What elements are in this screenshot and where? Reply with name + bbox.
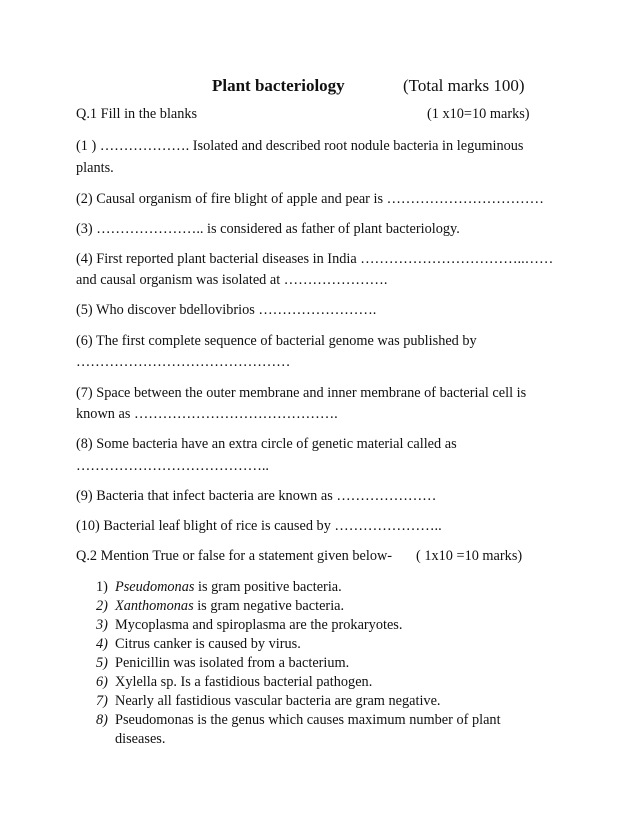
tf-item-italic: Pseudomonas [115, 579, 195, 595]
q1-item-7-line2: known as ……………………………………. [76, 406, 338, 422]
tf-item-text: is gram positive bacteria. [194, 579, 342, 595]
tf-item-8-continuation: diseases. [115, 731, 166, 747]
tf-item-text: Mycoplasma and spiroplasma are the prokaryotes. [115, 617, 403, 633]
tf-item-number: 5) [96, 655, 108, 671]
q1-item-2-line1: (2) Causal organism of fire blight of apple and pear is …………………………… [76, 191, 544, 207]
q1-item-7-line1: (7) Space between the outer membrane and inner membrane of bacterial cell is [76, 385, 527, 401]
tf-item-2 [96, 597, 344, 616]
q1-marks: (1 x10=10 marks) [427, 106, 530, 122]
tf-item-number: 4) [96, 636, 108, 652]
q1-item-1-line1: (1 ) ………………. Isolated and described root nodule bacteria in leguminous [76, 138, 524, 154]
tf-item-5 [96, 654, 349, 673]
q1-item-1-line2: plants. [76, 160, 114, 176]
q1-item-8-line1: (8) Some bacteria have an extra circle of genetic material called as [76, 436, 457, 452]
tf-item-3 [96, 616, 402, 635]
tf-item-text: Pseudomonas is the genus which causes maximum number of plant [115, 712, 501, 728]
tf-item-text: is gram negative bacteria. [193, 598, 345, 614]
tf-item-1 [96, 578, 342, 597]
q1-item-5-line1: (5) Who discover bdellovibrios ……………………. [76, 302, 377, 318]
q1-item-3-line1: (3) ………………….. is considered as father of plant bacteriology. [76, 221, 460, 237]
q1-item-10-line1: (10) Bacterial leaf blight of rice is caused by ………………….. [76, 518, 442, 534]
tf-item-number: 2) [96, 598, 108, 614]
tf-item-number: 6) [96, 674, 108, 690]
q1-item-8-line2: ………………………………….. [76, 458, 270, 474]
q2-heading: Q.2 Mention True or false for a statement given below- [76, 548, 393, 564]
page-title: Plant bacteriology [212, 76, 345, 95]
tf-item-number: 1) [96, 579, 108, 595]
tf-item-number: 3) [96, 617, 108, 633]
tf-item-number: 7) [96, 693, 108, 709]
tf-item-6 [96, 673, 372, 692]
tf-item-7 [96, 692, 441, 711]
tf-item-number: 8) [96, 712, 108, 728]
q1-heading: Q.1 Fill in the blanks [76, 106, 198, 122]
q1-item-4-line2: and causal organism was isolated at …………………. [76, 272, 388, 288]
q2-marks: ( 1x10 =10 marks) [416, 548, 523, 564]
tf-item-text: Citrus canker is caused by virus. [115, 636, 301, 652]
q1-item-4-line1: (4) First reported plant bacterial diseases in India ……………………………..…… [76, 251, 554, 267]
title-row [0, 76, 638, 100]
tf-item-italic: Xanthomonas [115, 598, 194, 614]
tf-item-text: Xylella sp. Is a fastidious bacterial pathogen. [115, 674, 373, 690]
q1-item-6-line1: (6) The first complete sequence of bacterial genome was published by [76, 333, 477, 349]
q1-item-6-line2: ……………………………………… [76, 354, 291, 370]
q1-item-9-line1: (9) Bacteria that infect bacteria are known as ………………… [76, 488, 437, 504]
tf-item-4 [96, 635, 301, 654]
tf-item-8 [96, 711, 501, 730]
total-marks: (Total marks 100) [403, 76, 525, 95]
tf-item-text: Penicillin was isolated from a bacterium. [115, 655, 350, 671]
tf-item-text: Nearly all fastidious vascular bacteria are gram negative. [115, 693, 441, 709]
